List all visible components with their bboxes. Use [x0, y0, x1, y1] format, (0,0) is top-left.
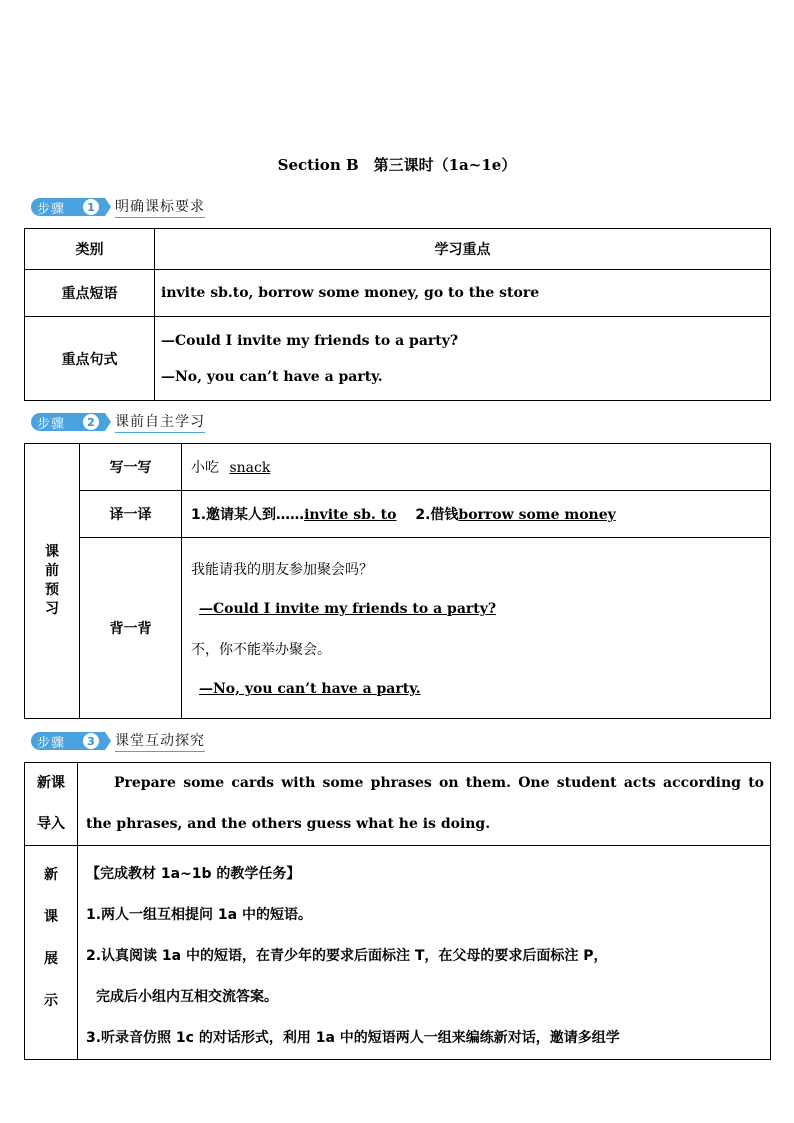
task-title: 【完成教材 1a~1b 的教学任务】	[86, 866, 301, 882]
header-category: 类别	[25, 229, 155, 270]
write-cell	[182, 444, 771, 491]
intro-label-1: 新课	[37, 775, 65, 791]
table-row	[25, 229, 771, 270]
translate-a2: borrow some money	[458, 507, 616, 523]
step3-table	[24, 762, 771, 1060]
task-item-3: 3.听录音仿照 1c 的对话形式，利用 1a 中的短语两人一组来编练新对话，邀请多组学	[86, 1030, 620, 1046]
recite-label: 背一背	[80, 538, 182, 719]
step2-title: 课前自主学习	[115, 411, 205, 433]
task-item-2b: 完成后小组内互相交流答案。	[96, 989, 278, 1005]
intro-label-2: 导入	[37, 816, 65, 832]
table-row	[25, 270, 771, 317]
header-focus: 学习重点	[155, 229, 771, 270]
intro-label	[25, 763, 78, 846]
show-label	[25, 846, 78, 1060]
key-sentence-1: —Could I invite my friends to a party?	[161, 332, 459, 349]
show-content	[78, 846, 771, 1060]
key-phrases-label: 重点短语	[25, 270, 155, 317]
step3-title: 课堂互动探究	[115, 730, 205, 752]
recite-a2: —No, you can’t have a party.	[199, 681, 421, 697]
step3-number: 3	[83, 733, 99, 749]
step2-badge	[31, 413, 105, 431]
task-item-1: 1.两人一组互相提问 1a 中的短语。	[86, 907, 312, 923]
step2-header	[31, 412, 205, 432]
write-prompt: 小吃	[191, 460, 219, 476]
table-row	[25, 763, 771, 846]
step3-badge	[31, 732, 105, 750]
recite-cell	[182, 538, 771, 719]
step1-header	[31, 197, 205, 217]
step3-header	[31, 731, 205, 751]
recite-q1: 我能请我的朋友参加聚会吗？	[191, 562, 373, 578]
step1-badge-text: 步骤	[37, 201, 66, 217]
step3-badge-text: 步骤	[37, 735, 66, 751]
task-item-2a: 2.认真阅读 1a 中的短语，在青少年的要求后面标注 T，在父母的要求后面标注 P，	[86, 948, 608, 964]
translate-label: 译一译	[80, 491, 182, 538]
preview-side-label	[25, 444, 80, 719]
step2-badge-text: 步骤	[37, 416, 66, 432]
show-label-2: 课	[44, 909, 58, 925]
preview-side-text: 课前预习	[45, 544, 59, 617]
recite-q2: 不，你不能举办聚会。	[191, 642, 331, 658]
key-sentences-cell	[155, 317, 771, 401]
table-row	[25, 538, 771, 719]
table-row	[25, 444, 771, 491]
key-phrases-value: invite sb.to, borrow some money, go to the store	[155, 270, 771, 317]
write-label: 写一写	[80, 444, 182, 491]
table-row	[25, 317, 771, 401]
table-row	[25, 846, 771, 1060]
write-answer: snack	[229, 460, 271, 476]
show-label-1: 新	[44, 867, 58, 883]
step1-table	[24, 228, 771, 401]
step1-number: 1	[83, 199, 99, 215]
translate-cell	[182, 491, 771, 538]
step1-badge	[31, 198, 105, 216]
intro-text: Prepare some cards with some phrases on them. One student acts according to the phrases, and the others guess what he is doing.	[78, 763, 771, 846]
show-label-3: 展	[44, 951, 58, 967]
step2-table	[24, 443, 771, 719]
table-row	[25, 491, 771, 538]
page-title: Section B 第三课时（1a~1e）	[277, 156, 517, 174]
recite-a1: —Could I invite my friends to a party?	[199, 601, 497, 617]
translate-q1: 1.邀请某人到……	[191, 507, 305, 523]
translate-q2: 2.借钱	[415, 507, 459, 523]
key-sentences-label: 重点句式	[25, 317, 155, 401]
show-label-4: 示	[44, 993, 58, 1009]
step2-number: 2	[83, 414, 99, 430]
step1-title: 明确课标要求	[115, 196, 205, 218]
translate-a1: invite sb. to	[304, 507, 397, 523]
key-sentence-2: —No, you can’t have a party.	[161, 368, 383, 385]
